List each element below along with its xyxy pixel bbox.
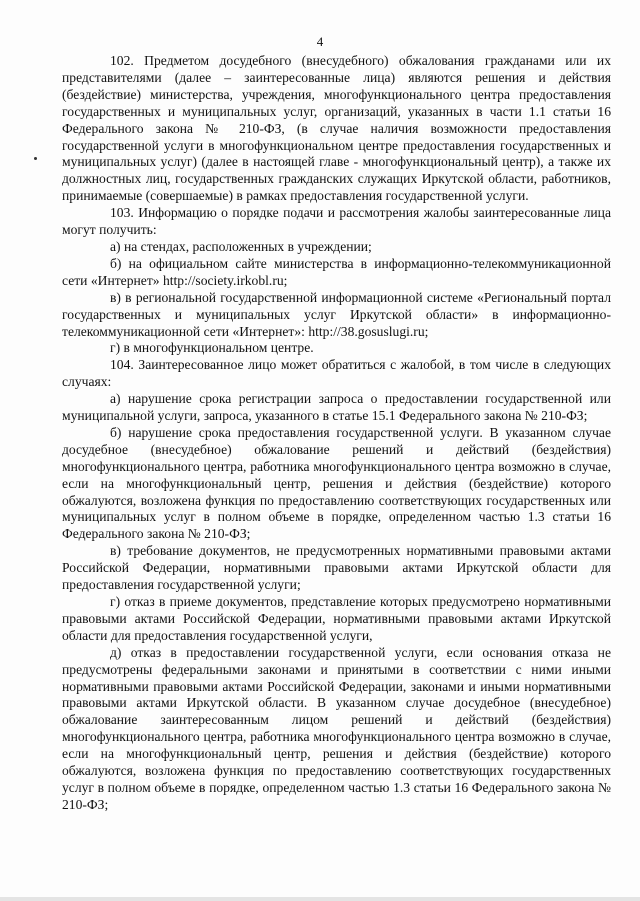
- paragraph-102: 102. Предметом досудебного (внесудебного) обжалования гражданами или их представителями (далее – заинтересованные лица) являются решения и действия (бездействие) министерства, учреждения, многофункционального центра предоставления государственных и муниципальных услуг, организаций, указанных в части 1.1 статьи 16 Федерального закона № 210-ФЗ, (в случае наличия возможности предоставления государственной услуги в многофункциональном центре предоставления государственных и муниципальных услуг) (далее в настоящей главе - многофункциональный центр), а также их должностных лиц, государственных гражданских служащих Иркутской области, работников, принимаемые (совершаемые) в рамках предоставления государственной услуги.: [62, 53, 611, 204]
- list-item-103-g: г) в многофункциональном центре.: [110, 340, 314, 356]
- list-item-104-b: б) нарушение срока предоставления государственной услуги. В указанном случае досудебное (внесудебное) обжалование решений и действий (бездействия) многофункционального центра, работника многофункционального центра возможно в случае, если на многофункциональный центр, решения и действия (бездействие) которого обжалуются, возложена функция по предоставлению соответствующих государственных или муниципальных услуг в полном объеме в порядке, определенном частью 1.3 статьи 16 Федерального закона № 210-ФЗ;: [62, 424, 611, 542]
- document-body: [62, 53, 611, 814]
- list-item-103-v: в) в региональной государственной информационной системе «Региональный портал государственных и муниципальных услуг Иркутской области» в информационно-телекоммуникационной сети «Интернет»: http://38.gosuslugi.ru;: [62, 289, 611, 339]
- list-item-104-g: г) отказ в приеме документов, представление которых предусмотрено нормативными правовыми актами Российской Федерации, нормативными правовыми актами Иркутской области для предоставления государственной услуги,: [62, 594, 611, 643]
- list-item-104-a: а) нарушение срока регистрации запроса о предоставлении государственной или муниципальной услуги, запроса, указанного в статье 15.1 Федерального закона № 210-ФЗ;: [62, 391, 611, 424]
- scan-bottom-edge: [0, 897, 640, 901]
- paragraph-104: 104. Заинтересованное лицо может обратиться с жалобой, в том числе в следующих случаях:: [62, 357, 611, 390]
- list-item-103-b: б) на официальном сайте министерства в информационно-телекоммуникационной сети «Интернет» http://society.irkobl.ru;: [62, 255, 611, 288]
- page-number: 4: [316, 34, 324, 49]
- paragraph-103: 103. Информацию о порядке подачи и рассмотрения жалобы заинтересованные лица могут получить:: [62, 205, 611, 238]
- list-item-104-v: в) требование документов, не предусмотренных нормативными правовыми актами Российской Федерации, нормативными правовыми актами Иркутской области для предоставления государственной услуги;: [62, 543, 611, 593]
- margin-dot-mark: [34, 157, 37, 160]
- list-item-104-d: д) отказ в предоставлении государственной услуги, если основания отказа не предусмотрены федеральными законами и принятыми в соответствии с ними иными нормативными правовыми актами Российской Федерации, законами и иными нормативными правовыми актами Иркутской области. В указанном случае досудебное (внесудебное) обжалование заинтересованным лицом решений и действий (бездействия) многофункционального центра, работника многофункционального центра возможно в случае, если на многофункциональный центр, решения и действия (бездействие) которого обжалуются, возложена функция по предоставлению соответствующих государственных услуг в полном объеме в порядке, определенном частью 1.3 статьи 16 Федерального закона № 210-ФЗ;: [62, 644, 611, 812]
- list-item-103-a: а) на стендах, расположенных в учреждении;: [110, 238, 372, 254]
